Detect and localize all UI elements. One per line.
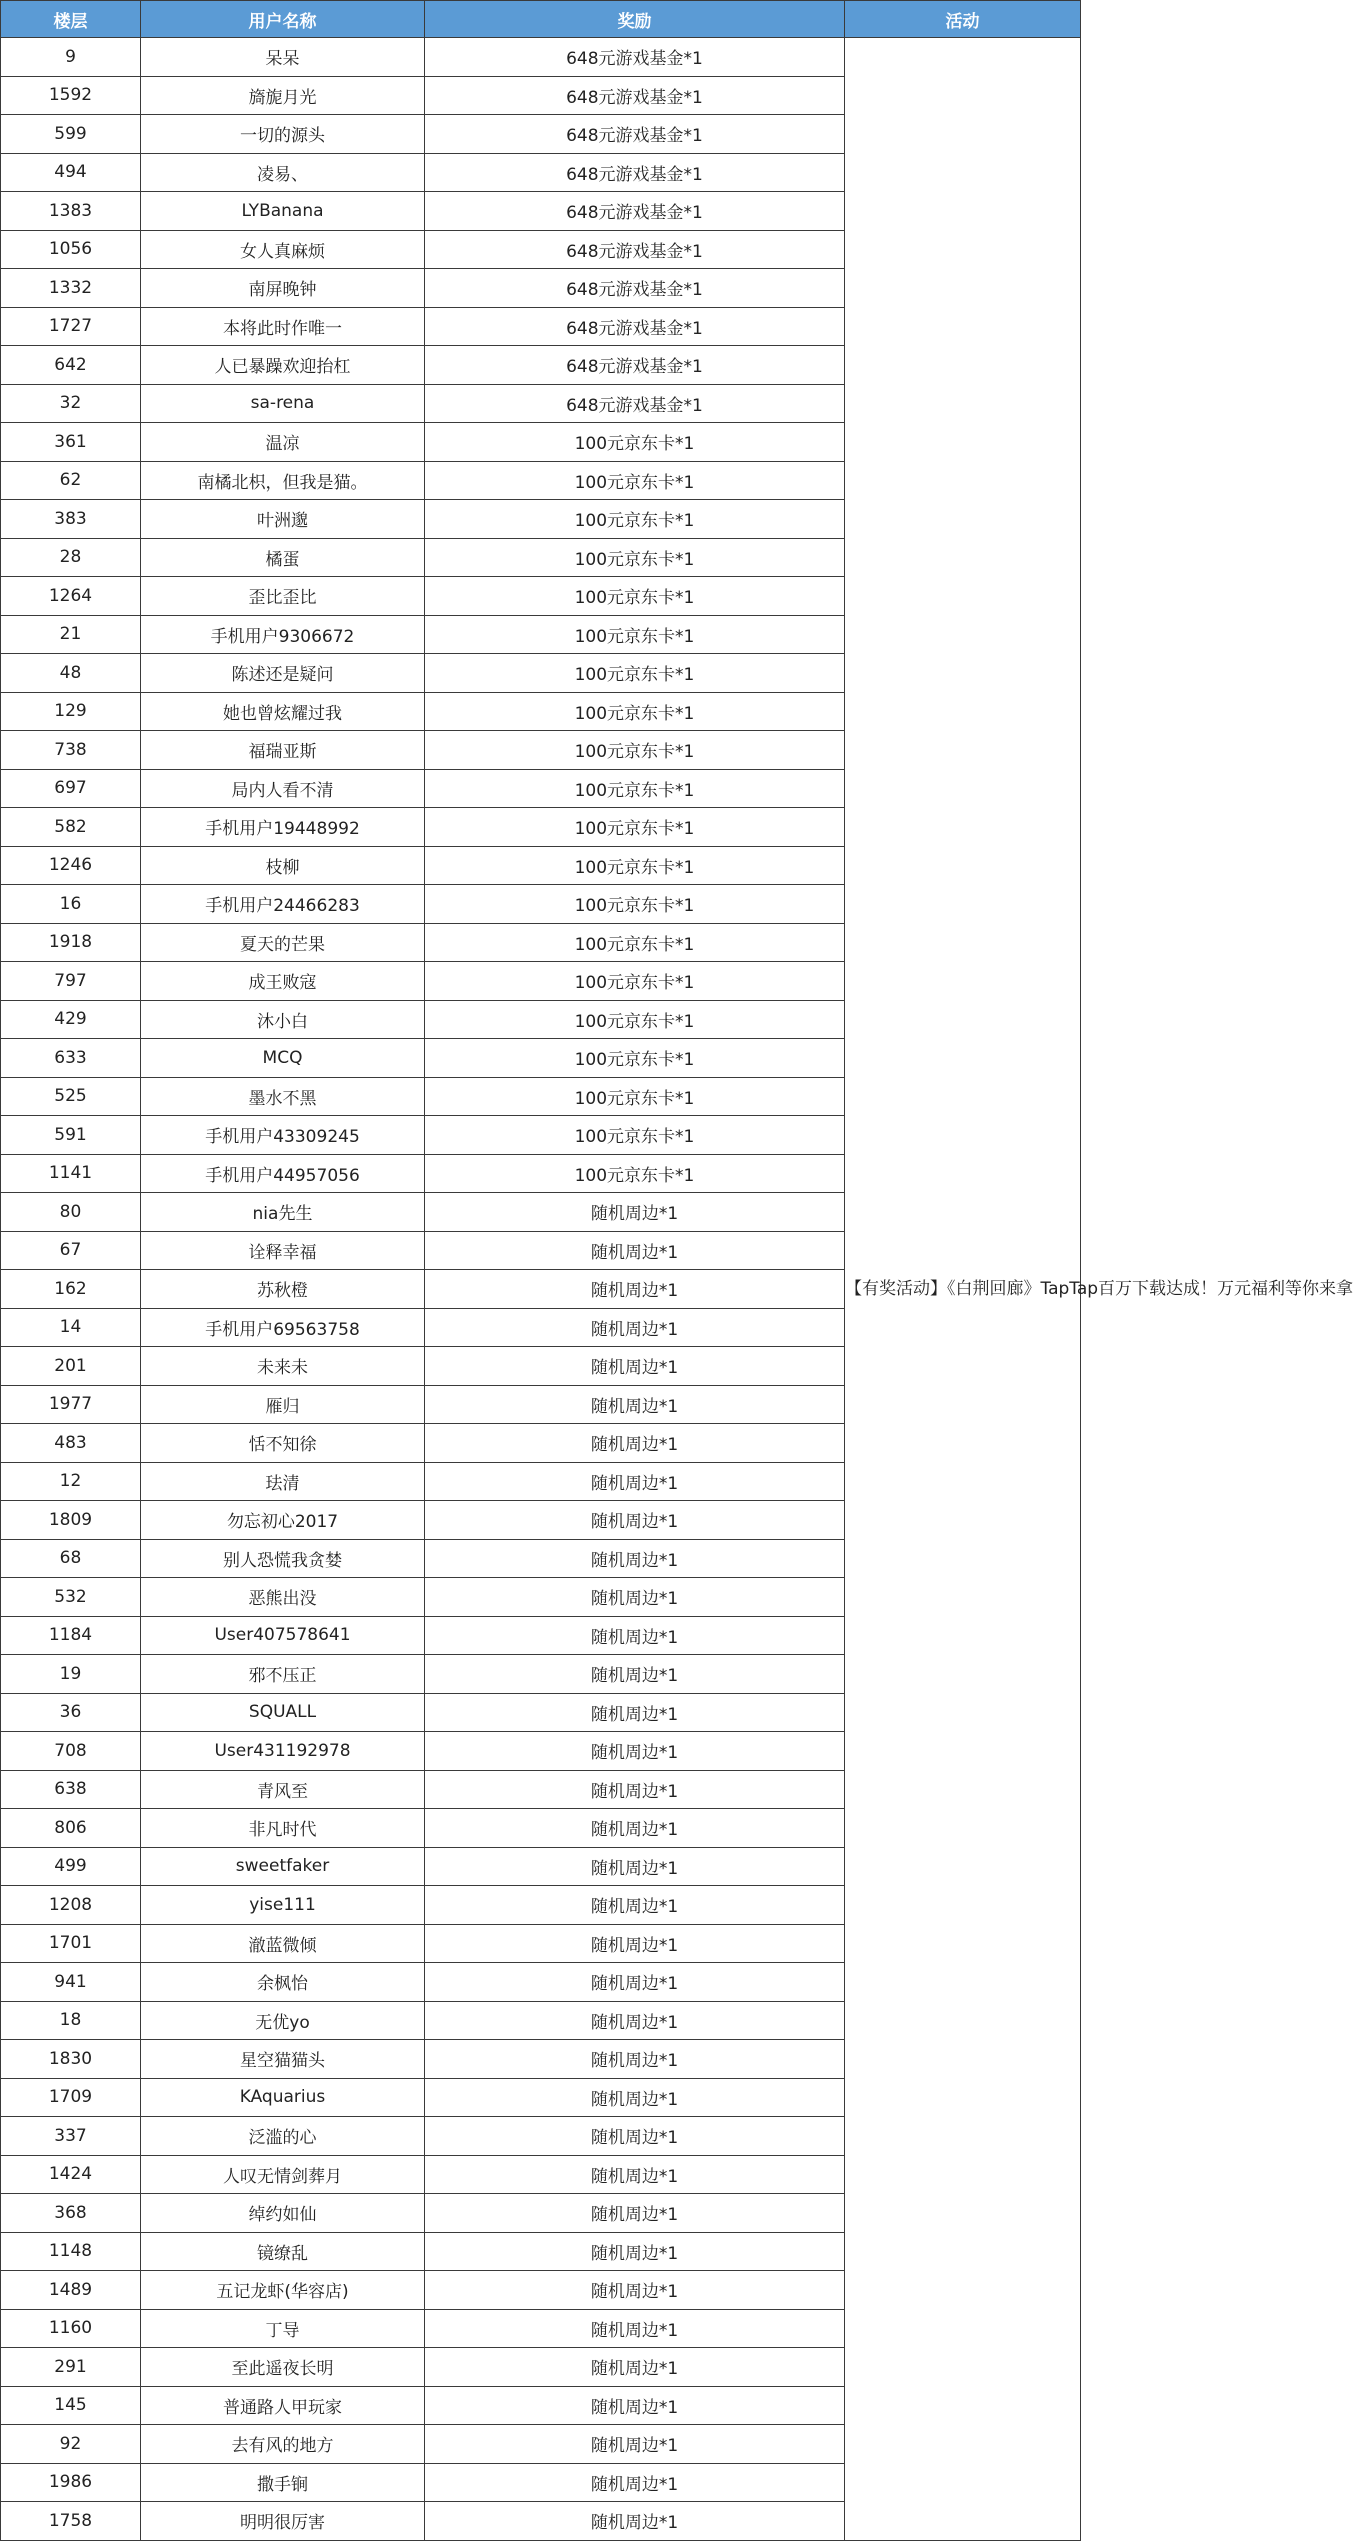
user-cell: 别人恐慌我贪婪 xyxy=(141,1539,425,1578)
floor-cell: 1592 xyxy=(1,76,141,115)
floor-cell: 18 xyxy=(1,2001,141,2040)
user-cell: 诠释幸福 xyxy=(141,1231,425,1270)
floor-cell: 383 xyxy=(1,500,141,539)
floor-cell: 62 xyxy=(1,461,141,500)
user-cell: 手机用户43309245 xyxy=(141,1116,425,1155)
floor-cell: 1184 xyxy=(1,1616,141,1655)
reward-cell: 随机周边*1 xyxy=(425,2386,845,2425)
floor-cell: 1246 xyxy=(1,846,141,885)
user-cell: 一切的源头 xyxy=(141,115,425,154)
reward-cell: 100元京东卡*1 xyxy=(425,1077,845,1116)
floor-cell: 1977 xyxy=(1,1385,141,1424)
reward-cell: 随机周边*1 xyxy=(425,2463,845,2502)
floor-cell: 68 xyxy=(1,1539,141,1578)
user-cell: KAquarius xyxy=(141,2078,425,2117)
reward-cell: 100元京东卡*1 xyxy=(425,1154,845,1193)
floor-cell: 16 xyxy=(1,885,141,924)
user-cell: 局内人看不清 xyxy=(141,769,425,808)
user-cell: 手机用户44957056 xyxy=(141,1154,425,1193)
user-cell: 陈述还是疑问 xyxy=(141,654,425,693)
reward-cell: 随机周边*1 xyxy=(425,2348,845,2387)
reward-cell: 随机周边*1 xyxy=(425,1501,845,1540)
reward-cell: 随机周边*1 xyxy=(425,1809,845,1848)
user-cell: 手机用户69563758 xyxy=(141,1308,425,1347)
user-cell: MCQ xyxy=(141,1039,425,1078)
floor-cell: 483 xyxy=(1,1424,141,1463)
user-cell: LYBanana xyxy=(141,192,425,231)
reward-cell: 100元京东卡*1 xyxy=(425,577,845,616)
reward-cell: 100元京东卡*1 xyxy=(425,423,845,462)
user-cell: 未来未 xyxy=(141,1347,425,1386)
user-cell: 泛滥的心 xyxy=(141,2117,425,2156)
user-cell: 温凉 xyxy=(141,423,425,462)
reward-cell: 随机周边*1 xyxy=(425,2309,845,2348)
reward-cell: 100元京东卡*1 xyxy=(425,846,845,885)
reward-cell: 随机周边*1 xyxy=(425,1270,845,1309)
reward-cell: 100元京东卡*1 xyxy=(425,923,845,962)
floor-cell: 638 xyxy=(1,1770,141,1809)
reward-cell: 随机周边*1 xyxy=(425,2040,845,2079)
floor-cell: 697 xyxy=(1,769,141,808)
floor-cell: 642 xyxy=(1,346,141,385)
user-cell: 手机用户19448992 xyxy=(141,808,425,847)
header-row xyxy=(1,1,1081,38)
user-cell: 她也曾炫耀过我 xyxy=(141,692,425,731)
reward-cell: 100元京东卡*1 xyxy=(425,731,845,770)
floor-cell: 67 xyxy=(1,1231,141,1270)
user-cell: 成王败寇 xyxy=(141,962,425,1001)
floor-cell: 48 xyxy=(1,654,141,693)
user-cell: 苏秋橙 xyxy=(141,1270,425,1309)
floor-cell: 9 xyxy=(1,38,141,77)
floor-cell: 1056 xyxy=(1,230,141,269)
reward-cell: 随机周边*1 xyxy=(425,1655,845,1694)
floor-cell: 80 xyxy=(1,1193,141,1232)
user-cell: 去有风的地方 xyxy=(141,2425,425,2464)
floor-cell: 1809 xyxy=(1,1501,141,1540)
floor-cell: 532 xyxy=(1,1578,141,1617)
reward-cell: 随机周边*1 xyxy=(425,1539,845,1578)
floor-cell: 494 xyxy=(1,153,141,192)
user-cell: 枝柳 xyxy=(141,846,425,885)
user-cell: yise111 xyxy=(141,1886,425,1925)
reward-cell: 随机周边*1 xyxy=(425,1231,845,1270)
floor-cell: 32 xyxy=(1,384,141,423)
floor-cell: 1141 xyxy=(1,1154,141,1193)
user-cell: 五记龙虾(华容店) xyxy=(141,2271,425,2310)
floor-cell: 591 xyxy=(1,1116,141,1155)
user-cell: 手机用户24466283 xyxy=(141,885,425,924)
reward-cell: 648元游戏基金*1 xyxy=(425,115,845,154)
floor-cell: 1208 xyxy=(1,1886,141,1925)
reward-cell: 随机周边*1 xyxy=(425,1732,845,1771)
floor-cell: 162 xyxy=(1,1270,141,1309)
floor-cell: 1918 xyxy=(1,923,141,962)
floor-cell: 337 xyxy=(1,2117,141,2156)
floor-cell: 1383 xyxy=(1,192,141,231)
reward-cell: 648元游戏基金*1 xyxy=(425,192,845,231)
user-cell: 橘蛋 xyxy=(141,538,425,577)
reward-cell: 100元京东卡*1 xyxy=(425,692,845,731)
reward-cell: 648元游戏基金*1 xyxy=(425,153,845,192)
user-cell: 女人真麻烦 xyxy=(141,230,425,269)
reward-cell: 100元京东卡*1 xyxy=(425,538,845,577)
floor-cell: 738 xyxy=(1,731,141,770)
reward-cell: 100元京东卡*1 xyxy=(425,461,845,500)
user-cell: 至此遥夜长明 xyxy=(141,2348,425,2387)
floor-cell: 1701 xyxy=(1,1924,141,1963)
user-cell: 凌易、 xyxy=(141,153,425,192)
reward-cell: 随机周边*1 xyxy=(425,2425,845,2464)
user-cell: 旖旎月光 xyxy=(141,76,425,115)
user-cell: 余枫怡 xyxy=(141,1963,425,2002)
user-cell: 本将此时作唯一 xyxy=(141,307,425,346)
reward-cell: 100元京东卡*1 xyxy=(425,962,845,1001)
floor-cell: 797 xyxy=(1,962,141,1001)
user-cell: 恬不知徐 xyxy=(141,1424,425,1463)
user-cell: 非凡时代 xyxy=(141,1809,425,1848)
header-activity: 活动 xyxy=(845,1,1081,38)
floor-cell: 499 xyxy=(1,1847,141,1886)
floor-cell: 941 xyxy=(1,1963,141,2002)
activity-cell: 【有奖活动】《白荆回廊》TapTap百万下载达成！万元福利等你来拿 xyxy=(845,38,1081,2541)
floor-cell: 1489 xyxy=(1,2271,141,2310)
floor-cell: 1830 xyxy=(1,2040,141,2079)
user-cell: SQUALL xyxy=(141,1693,425,1732)
reward-cell: 100元京东卡*1 xyxy=(425,1116,845,1155)
floor-cell: 14 xyxy=(1,1308,141,1347)
floor-cell: 1160 xyxy=(1,2309,141,2348)
floor-cell: 599 xyxy=(1,115,141,154)
user-cell: 手机用户9306672 xyxy=(141,615,425,654)
floor-cell: 1709 xyxy=(1,2078,141,2117)
reward-cell: 随机周边*1 xyxy=(425,1770,845,1809)
user-cell: 珐清 xyxy=(141,1462,425,1501)
user-cell: User407578641 xyxy=(141,1616,425,1655)
floor-cell: 429 xyxy=(1,1000,141,1039)
reward-cell: 随机周边*1 xyxy=(425,1693,845,1732)
reward-cell: 随机周边*1 xyxy=(425,1963,845,2002)
reward-cell: 随机周边*1 xyxy=(425,2117,845,2156)
user-cell: 普通路人甲玩家 xyxy=(141,2386,425,2425)
user-cell: 福瑞亚斯 xyxy=(141,731,425,770)
reward-cell: 648元游戏基金*1 xyxy=(425,76,845,115)
floor-cell: 525 xyxy=(1,1077,141,1116)
user-cell: User431192978 xyxy=(141,1732,425,1771)
user-cell: 绰约如仙 xyxy=(141,2194,425,2233)
floor-cell: 368 xyxy=(1,2194,141,2233)
user-cell: 勿忘初心2017 xyxy=(141,1501,425,1540)
reward-cell: 随机周边*1 xyxy=(425,2232,845,2271)
reward-cell: 随机周边*1 xyxy=(425,2271,845,2310)
floor-cell: 806 xyxy=(1,1809,141,1848)
user-cell: 南橘北枳，但我是猫。 xyxy=(141,461,425,500)
user-cell: 夏天的芒果 xyxy=(141,923,425,962)
user-cell: 歪比歪比 xyxy=(141,577,425,616)
reward-cell: 100元京东卡*1 xyxy=(425,615,845,654)
reward-cell: 随机周边*1 xyxy=(425,1616,845,1655)
user-cell: sa-rena xyxy=(141,384,425,423)
floor-cell: 291 xyxy=(1,2348,141,2387)
user-cell: 呆呆 xyxy=(141,38,425,77)
user-cell: 星空猫猫头 xyxy=(141,2040,425,2079)
floor-cell: 1148 xyxy=(1,2232,141,2271)
user-cell: 丁导 xyxy=(141,2309,425,2348)
floor-cell: 12 xyxy=(1,1462,141,1501)
reward-cell: 随机周边*1 xyxy=(425,1385,845,1424)
reward-cell: 随机周边*1 xyxy=(425,1347,845,1386)
user-cell: 人已暴躁欢迎抬杠 xyxy=(141,346,425,385)
user-cell: 镜缭乱 xyxy=(141,2232,425,2271)
user-cell: 沐小白 xyxy=(141,1000,425,1039)
floor-cell: 1986 xyxy=(1,2463,141,2502)
floor-cell: 1727 xyxy=(1,307,141,346)
reward-cell: 648元游戏基金*1 xyxy=(425,384,845,423)
user-cell: 无优yo xyxy=(141,2001,425,2040)
floor-cell: 633 xyxy=(1,1039,141,1078)
reward-cell: 随机周边*1 xyxy=(425,2078,845,2117)
reward-cell: 随机周边*1 xyxy=(425,1193,845,1232)
reward-cell: 648元游戏基金*1 xyxy=(425,307,845,346)
floor-cell: 19 xyxy=(1,1655,141,1694)
reward-cell: 100元京东卡*1 xyxy=(425,885,845,924)
table-body xyxy=(1,38,1353,2541)
reward-cell: 648元游戏基金*1 xyxy=(425,269,845,308)
reward-cell: 随机周边*1 xyxy=(425,1886,845,1925)
floor-cell: 201 xyxy=(1,1347,141,1386)
reward-cell: 随机周边*1 xyxy=(425,1308,845,1347)
user-cell: nia先生 xyxy=(141,1193,425,1232)
user-cell: 南屏晚钟 xyxy=(141,269,425,308)
floor-cell: 28 xyxy=(1,538,141,577)
user-cell: 恶熊出没 xyxy=(141,1578,425,1617)
floor-cell: 92 xyxy=(1,2425,141,2464)
reward-cell: 随机周边*1 xyxy=(425,2194,845,2233)
reward-cell: 100元京东卡*1 xyxy=(425,1000,845,1039)
user-cell: 人叹无情剑葬月 xyxy=(141,2155,425,2194)
floor-cell: 1264 xyxy=(1,577,141,616)
floor-cell: 145 xyxy=(1,2386,141,2425)
user-cell: 叶洲邈 xyxy=(141,500,425,539)
reward-cell: 随机周边*1 xyxy=(425,1847,845,1886)
user-cell: 青风至 xyxy=(141,1770,425,1809)
reward-cell: 648元游戏基金*1 xyxy=(425,38,845,77)
floor-cell: 129 xyxy=(1,692,141,731)
reward-cell: 100元京东卡*1 xyxy=(425,808,845,847)
floor-cell: 1424 xyxy=(1,2155,141,2194)
floor-cell: 708 xyxy=(1,1732,141,1771)
reward-cell: 随机周边*1 xyxy=(425,2502,845,2541)
floor-cell: 36 xyxy=(1,1693,141,1732)
reward-cell: 100元京东卡*1 xyxy=(425,769,845,808)
reward-cell: 随机周边*1 xyxy=(425,1462,845,1501)
user-cell: 明明很厉害 xyxy=(141,2502,425,2541)
reward-cell: 随机周边*1 xyxy=(425,2155,845,2194)
reward-cell: 100元京东卡*1 xyxy=(425,500,845,539)
reward-cell: 648元游戏基金*1 xyxy=(425,346,845,385)
table-row xyxy=(1,38,1081,77)
reward-cell: 100元京东卡*1 xyxy=(425,1039,845,1078)
reward-cell: 648元游戏基金*1 xyxy=(425,230,845,269)
floor-cell: 361 xyxy=(1,423,141,462)
reward-cell: 随机周边*1 xyxy=(425,1578,845,1617)
header-floor: 楼层 xyxy=(1,1,141,38)
user-cell: 雁归 xyxy=(141,1385,425,1424)
floor-cell: 1758 xyxy=(1,2502,141,2541)
header-reward: 奖励 xyxy=(425,1,845,38)
user-cell: 墨水不黑 xyxy=(141,1077,425,1116)
header-user: 用户名称 xyxy=(141,1,425,38)
reward-cell: 随机周边*1 xyxy=(425,1424,845,1463)
reward-cell: 随机周边*1 xyxy=(425,2001,845,2040)
reward-cell: 100元京东卡*1 xyxy=(425,654,845,693)
floor-cell: 582 xyxy=(1,808,141,847)
user-cell: 撒手锏 xyxy=(141,2463,425,2502)
floor-cell: 21 xyxy=(1,615,141,654)
user-cell: sweetfaker xyxy=(141,1847,425,1886)
reward-cell: 随机周边*1 xyxy=(425,1924,845,1963)
floor-cell: 1332 xyxy=(1,269,141,308)
user-cell: 澈蓝微倾 xyxy=(141,1924,425,1963)
user-cell: 邪不压正 xyxy=(141,1655,425,1694)
